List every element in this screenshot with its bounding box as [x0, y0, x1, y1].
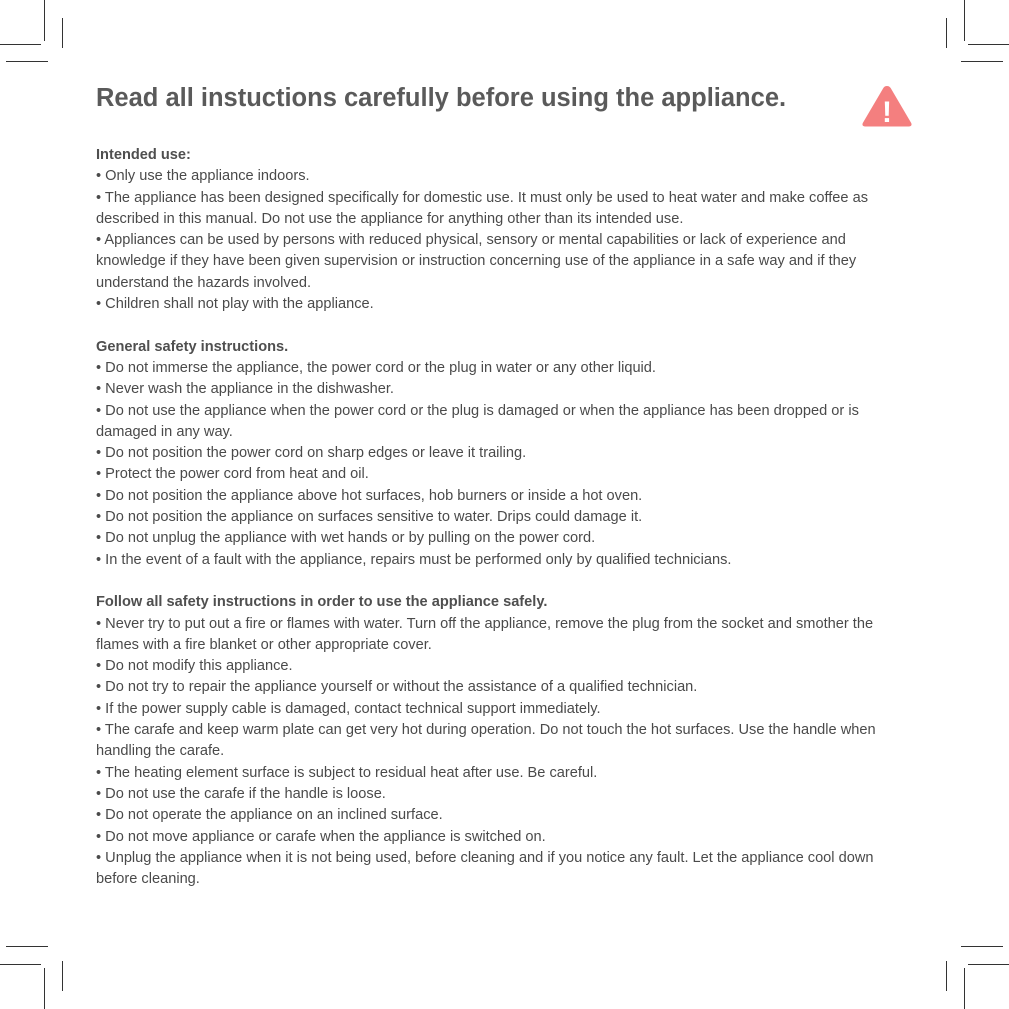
crop-mark [968, 964, 1009, 965]
instruction-item: • If the power supply cable is damaged, contact technical support immediately. [96, 700, 601, 717]
crop-mark [968, 44, 1009, 45]
instruction-item: • Do not position the appliance above hot surfaces, hob burners or inside a hot oven. [96, 487, 643, 504]
instruction-item: • Do not try to repair the appliance yourself or without the assistance of a qualified technician. [96, 679, 698, 696]
instruction-item: • Never wash the appliance in the dishwasher. [96, 381, 394, 398]
warning-triangle-icon [861, 83, 913, 129]
crop-mark [62, 18, 63, 48]
instructions-body [96, 145, 916, 890]
section-heading: Follow all safety instructions in order to use the appliance safely. [96, 594, 548, 611]
instruction-item: • Do not use the appliance when the power cord or the plug is damaged or when the appliance has been dropped or is [96, 402, 859, 419]
instruction-item: • Do not position the power cord on sharp edges or leave it trailing. [96, 445, 527, 462]
instruction-section [96, 592, 916, 890]
crop-mark [6, 61, 48, 62]
instruction-item: • Unplug the appliance when it is not being used, before cleaning and if you notice any fault. Let the appliance cool down before cleaning. [96, 849, 874, 888]
instruction-item: • Children shall not play with the appliance. [96, 296, 374, 313]
instruction-item: • The heating element surface is subject to residual heat after use. Be careful. [96, 764, 598, 781]
instruction-item: • Do not immerse the appliance, the power cord or the plug in water or any other liquid. [96, 359, 656, 376]
crop-mark [961, 61, 1003, 62]
crop-mark [946, 961, 947, 991]
instruction-item: • Do not operate the appliance on an inclined surface. [96, 807, 443, 824]
instruction-item: • In the event of a fault with the appliance, repairs must be performed only by qualified technicians. [96, 551, 732, 568]
crop-mark [44, 0, 45, 41]
page-title: Read all instuctions carefully before using the appliance. [96, 84, 787, 112]
instruction-item: • Appliances can be used by persons with reduced physical, sensory or mental capabilities or lack of experience and knowledge if they have been given supervision or instruction concerning use of the appliance in a safe way and if they understand the hazards involved. [96, 232, 857, 291]
section-heading: Intended use: [96, 147, 191, 163]
section-heading: General safety instructions. [96, 338, 289, 355]
crop-mark [946, 18, 947, 48]
instruction-item: • Protect the power cord from heat and oil. [96, 466, 369, 483]
instruction-item: • The appliance has been designed specifically for domestic use. It must only be used to heat water and make coffee as described in this manual. Do not use the appliance for anything other than its intended use. [96, 189, 869, 227]
crop-mark [44, 968, 45, 1009]
instruction-item: • Do not position the appliance on surfaces sensitive to water. Drips could damage it. [96, 509, 643, 526]
instruction-item: • Do not use the carafe if the handle is loose. [96, 785, 386, 802]
crop-mark [964, 968, 965, 1009]
instruction-section [96, 337, 916, 571]
crop-mark [62, 961, 63, 991]
instruction-item: • The carafe and keep warm plate can get very hot during operation. Do not touch the hot surfaces. Use the handle when handling the carafe. [96, 722, 876, 760]
crop-mark [964, 0, 965, 41]
crop-mark [961, 946, 1003, 947]
warning-exclamation: ! [882, 96, 892, 129]
crop-mark [0, 964, 41, 965]
instruction-section [96, 145, 916, 315]
instruction-item: • Do not unplug the appliance with wet hands or by pulling on the power cord. [96, 530, 596, 547]
instruction-item: damaged in any way. [96, 423, 233, 440]
crop-mark [0, 44, 41, 45]
instruction-item: • Never try to put out a fire or flames with water. Turn off the appliance, remove the plug from the socket and smother the flames with a fire blanket or other appropriate cover. [96, 615, 874, 653]
crop-mark [6, 946, 48, 947]
instruction-item: • Only use the appliance indoors. [96, 168, 310, 185]
instruction-item: • Do not move appliance or carafe when the appliance is switched on. [96, 828, 546, 845]
instruction-item: • Do not modify this appliance. [96, 658, 293, 675]
